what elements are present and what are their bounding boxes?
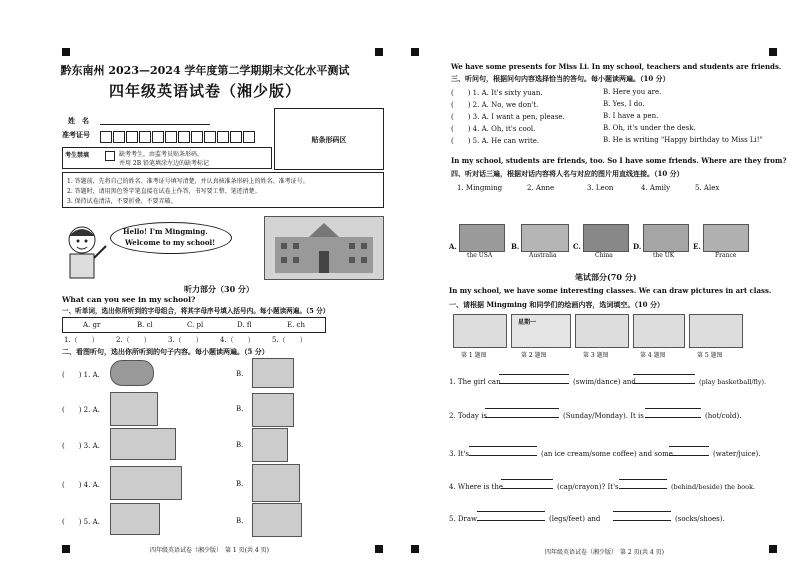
students-group-image [110, 466, 182, 500]
written-part-1-heading: 一、请根据 Mingming 和同学们的绘画内容，选词填空。（10 分） [449, 300, 664, 309]
answer-blank-3[interactable]: 3.（ ） [168, 336, 203, 344]
name-anne: 2. Anne [527, 184, 555, 192]
part-2-heading: 二、看图听句，选出你所听到的句子内容。每小题读两遍。（5 分） [62, 347, 269, 356]
china-image [583, 224, 629, 252]
pic-label-4: 第 4 题图 [640, 352, 666, 359]
registration-mark [411, 48, 419, 56]
registration-mark [62, 48, 70, 56]
pic-label-1: 第 1 题图 [461, 352, 487, 359]
qa-5-a: ( ) 5. A. He can write. [451, 137, 540, 145]
row-2-b: B. [236, 405, 244, 413]
registration-mark [375, 48, 383, 56]
registration-mark [375, 545, 383, 553]
school-building-image [264, 216, 384, 280]
row-1-b: B. [236, 370, 244, 378]
row-4-label: ( ) 4. A. [62, 481, 100, 489]
qa-2-a: ( ) 2. A. No, we don't. [451, 101, 539, 109]
row-3-label: ( ) 3. A. [62, 442, 100, 450]
registration-mark [411, 545, 419, 553]
qa-3-b: B. I have a pen. [603, 112, 659, 120]
name-field[interactable] [100, 124, 210, 125]
country-d-label: the UK [653, 252, 675, 259]
row-5-label: ( ) 5. A. [62, 518, 100, 526]
ice-cream-juice-picture [575, 314, 629, 348]
plants-image [110, 392, 158, 426]
exam-title: 黔东南州 2023—2024 学年度第二学期期末文化水平测试 [60, 64, 350, 77]
id-boxes[interactable] [100, 128, 256, 147]
written-intro: In my school, we have some interesting classes. We can draw pictures in art class. [449, 286, 772, 295]
country-b-label: Australia [529, 252, 557, 259]
answer-blank-2[interactable]: 2.（ ） [116, 336, 151, 344]
fill-2-start: 2. Today is [449, 412, 487, 420]
row-3-b: B. [236, 441, 244, 449]
name-label: 姓 名 [68, 116, 89, 125]
children-reading-image [110, 428, 176, 460]
fill-2-end: (hot/cold). [705, 412, 742, 420]
france-image [703, 224, 749, 252]
dancing-girl-picture [453, 314, 507, 348]
qa-4-b: B. Oh, it's under the desk. [603, 124, 696, 132]
fill-3-start: 3. It's [449, 450, 469, 458]
fill-2-blank-1[interactable] [485, 408, 559, 418]
name-amily: 4. Amily [641, 184, 671, 192]
row-1-label: ( ) 1. A. [62, 371, 100, 379]
answer-blank-4[interactable]: 4.（ ） [220, 336, 255, 344]
qa-4-a: ( ) 4. A. Oh, it's cool. [451, 125, 536, 133]
row-2-label: ( ) 2. A. [62, 406, 100, 414]
fill-3-blank-2[interactable] [669, 446, 709, 456]
qa-3-a: ( ) 3. A. I want a pen, please. [451, 113, 565, 121]
boy-cartoon [60, 222, 112, 282]
registration-mark [769, 48, 777, 56]
row-3-b-image [252, 428, 288, 462]
fill-1-blank-1[interactable] [499, 374, 569, 384]
part-4-heading: 四、听对话三遍，根据对话内容将人名与对应的图片用直线连接。（10 分） [451, 169, 684, 178]
qa-1-b: B. Here you are. [603, 88, 662, 96]
fill-3-middle: (an ice cream/some coffee) and some [541, 450, 673, 458]
name-alex: 5. Alex [695, 184, 720, 192]
answer-blank-5[interactable]: 5.（ ） [272, 336, 307, 344]
fill-5-middle: (legs/feet) and [549, 515, 601, 523]
page-2 [397, 0, 794, 561]
speech-bubble: Hello! I'm Mingming. Welcome to my school! [110, 222, 232, 254]
fill-4-start: 4. Where is the [449, 483, 503, 491]
intro-text: We have some presents for Miss Li. In my school, teachers and students are friends. [451, 62, 782, 71]
running-track-image [110, 360, 154, 386]
birthday-cake-image [252, 503, 302, 537]
row-4-b: B. [236, 480, 244, 488]
fill-1-start: 1. The girl can [449, 378, 501, 386]
listening-title: 听力部分（30 分） [184, 284, 254, 294]
pic-label-2: 第 2 题图 [521, 352, 547, 359]
absent-checkbox[interactable] [105, 151, 115, 161]
qa-2-b: B. Yes, I do. [603, 100, 645, 108]
flowers-image [252, 393, 294, 427]
row-1-b-image [252, 358, 294, 388]
usa-image [459, 224, 505, 252]
qa-5-b: B. He is writing "Happy birthday to Miss Li!" [603, 136, 763, 144]
part-1-heading: 一、听单词，选出你所听到的字母组合，将其字母序号填入括号内。每小题读两遍。（5 分） [62, 307, 330, 315]
uk-image [643, 224, 689, 252]
pic-label-5: 第 5 题图 [697, 352, 723, 359]
feet-socks-picture [689, 314, 743, 348]
classroom-image [252, 464, 300, 502]
exam-subtitle: 四年级英语试卷（湘少版） [108, 82, 301, 100]
name-leon: 3. Leon [587, 184, 614, 192]
fill-5-start: 5. Draw [449, 515, 478, 523]
country-c-label: China [595, 252, 613, 259]
registration-mark [769, 545, 777, 553]
fill-4-middle: (cap/crayon)? It's [557, 483, 619, 491]
barcode-area: 贴条形码区 [274, 108, 384, 170]
pic-label-3: 第 3 题图 [583, 352, 609, 359]
friends-text: In my school, students are friends, too. So I have some friends. Where are they from? [451, 156, 787, 165]
name-mingming: 1. Mingming [457, 184, 503, 192]
country-a-letter: A. [449, 242, 457, 251]
fill-4-blank-1[interactable] [501, 479, 553, 489]
fill-2-middle: (Sunday/Monday). It is [563, 412, 644, 420]
written-title: 笔试部分(70 分) [575, 272, 637, 282]
australia-image [521, 224, 569, 252]
fill-4-end: (behind/beside) the book. [671, 483, 756, 491]
part-3-heading: 三、听问句，根据问句内容选择恰当的答句。每小题读两遍。（10 分） [451, 74, 670, 83]
id-label: 准考证号 [62, 130, 90, 139]
country-c-letter: C. [573, 242, 581, 251]
country-a-label: the USA [467, 252, 493, 259]
absent-box: 考生禁填 缺考考生，由监考员贴条形码， 并用 2B 铅笔填涂左边的缺考标记 [62, 147, 272, 169]
fill-2-blank-2[interactable] [645, 408, 701, 418]
page-footer: 四年级英语试卷（湘少版） 第 1 页(共 4 页) [150, 547, 269, 554]
fill-1-middle: (swim/dance) and [573, 378, 636, 386]
qa-1-a: ( ) 1. A. It's sixty yuan. [451, 89, 543, 97]
country-e-letter: E. [693, 242, 701, 251]
page-footer: 四年级英语试卷（湘少版） 第 2 页(共 4 页) [545, 549, 664, 556]
fill-5-end: (socks/shoes). [675, 515, 725, 523]
country-d-letter: D. [633, 242, 642, 251]
fill-4-blank-2[interactable] [619, 479, 667, 489]
fill-3-end: (water/juice). [713, 450, 761, 458]
fill-5-blank-2[interactable] [613, 511, 671, 521]
country-e-label: France [715, 252, 737, 259]
fill-3-blank-1[interactable] [469, 446, 537, 456]
options-box: A. gr B. cl C. pl D. fl E. ch [62, 317, 326, 333]
country-b-letter: B. [511, 242, 520, 251]
registration-mark [62, 545, 70, 553]
row-5-b: B. [236, 517, 244, 525]
fill-1-end: (play basketball/fly). [699, 378, 767, 386]
answer-blank-1[interactable]: 1.（ ） [64, 336, 99, 344]
monday-sun-picture: 星期一 [511, 314, 571, 348]
cap-book-picture [633, 314, 685, 348]
sports-image [110, 503, 160, 535]
question-text: What can you see in my school? [62, 295, 196, 304]
instructions-box: 1. 答题前，先将自己的姓名、准考证号填写清楚，并认真核准条形码上的姓名、准考证号。 2. 答题时，请用黑色签字笔直接在试卷上作答，书写要工整、笔迹清楚。 3. 保持试卷清洁，不要折叠、不要弄破。 [62, 172, 384, 208]
fill-5-blank-1[interactable] [477, 511, 545, 521]
fill-1-blank-2[interactable] [633, 374, 695, 384]
